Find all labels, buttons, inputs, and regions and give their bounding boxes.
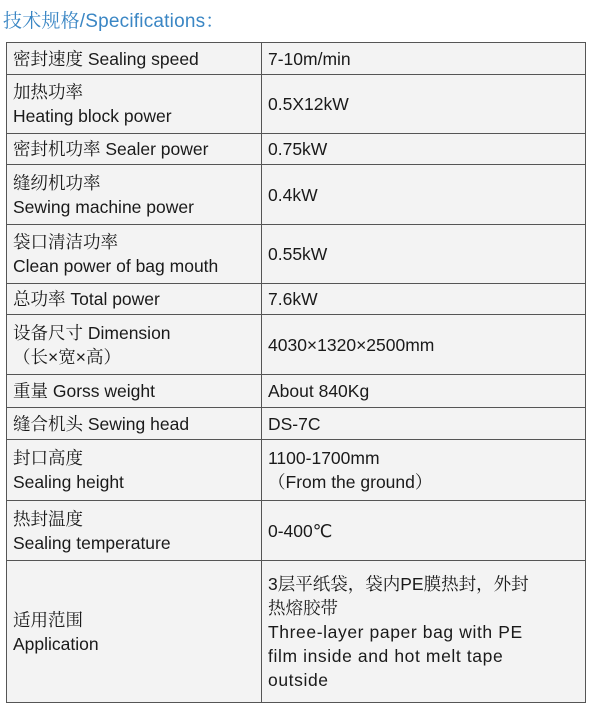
spec-label: 适用范围 Application xyxy=(7,561,262,703)
spec-label: 密封速度 Sealing speed xyxy=(7,43,262,75)
spec-value: 1100-1700mm （From the ground） xyxy=(262,440,586,501)
specifications-table xyxy=(6,42,586,703)
table-row xyxy=(7,75,586,134)
spec-label: 重量 Gorss weight xyxy=(7,375,262,408)
spec-value: 7-10m/min xyxy=(262,43,586,75)
table-row xyxy=(7,561,586,703)
spec-value: 3层平纸袋，袋内PE膜热封，外封 热熔胶带 Three-layer paper bag with PE film inside and hot melt tape outside xyxy=(262,561,586,703)
spec-value: 0.4kW xyxy=(262,165,586,225)
spec-label: 袋口清洁功率 Clean power of bag mouth xyxy=(7,225,262,284)
spec-value: DS-7C xyxy=(262,408,586,440)
spec-label: 密封机功率 Sealer power xyxy=(7,134,262,165)
table-row xyxy=(7,408,586,440)
table-row xyxy=(7,440,586,501)
spec-label: 加热功率 Heating block power xyxy=(7,75,262,134)
spec-label: 缝合机头 Sewing head xyxy=(7,408,262,440)
spec-value: 7.6kW xyxy=(262,284,586,315)
table-row xyxy=(7,501,586,561)
table-row xyxy=(7,284,586,315)
spec-value: 0.5X12kW xyxy=(262,75,586,134)
spec-label: 缝纫机功率 Sewing machine power xyxy=(7,165,262,225)
table-row xyxy=(7,375,586,408)
table-row xyxy=(7,225,586,284)
table-row xyxy=(7,43,586,75)
spec-value: 4030×1320×2500mm xyxy=(262,315,586,375)
table-row xyxy=(7,315,586,375)
spec-label: 热封温度 Sealing temperature xyxy=(7,501,262,561)
spec-label: 总功率 Total power xyxy=(7,284,262,315)
table-row xyxy=(7,165,586,225)
spec-label: 封口高度 Sealing height xyxy=(7,440,262,501)
spec-value: 0-400℃ xyxy=(262,501,586,561)
table-row xyxy=(7,134,586,165)
spec-value: 0.55kW xyxy=(262,225,586,284)
page-title: 技术规格/Specifications： xyxy=(3,11,225,32)
spec-label: 设备尺寸 Dimension （长×宽×高） xyxy=(7,315,262,375)
spec-value: About 840Kg xyxy=(262,375,586,408)
spec-value: 0.75kW xyxy=(262,134,586,165)
